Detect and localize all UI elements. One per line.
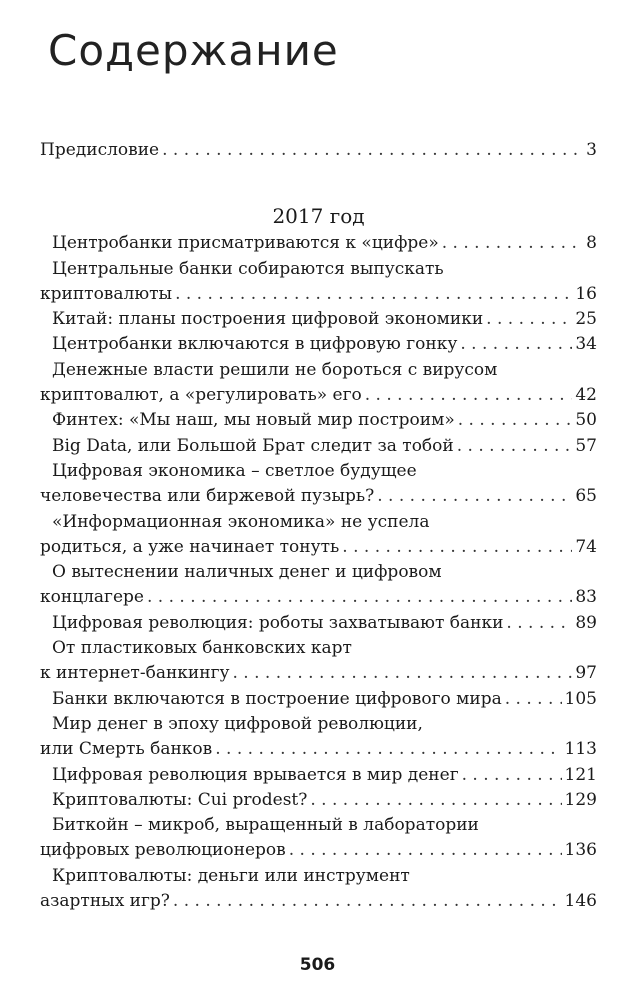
toc-entry-page: 136 [564,840,597,861]
toc-leader-dots [175,282,572,307]
toc-leader-dots [215,737,561,762]
toc-entry-page: 16 [575,283,597,304]
toc-entry-title: концлагере [40,587,144,608]
toc-leader-dots [442,231,583,256]
toc-entry-page: 3 [586,140,597,160]
toc-entry-page: 121 [564,764,597,785]
toc-entry-title: цифровых революционеров [40,840,286,861]
toc-entry-line [40,459,597,484]
toc-entry-title: азартных игр? [40,891,170,912]
toc-entries [40,231,597,914]
toc-entry-title: или Смерть банков [40,739,213,760]
toc-entry-title: криптовалют, а «регулировать» его [40,385,362,406]
toc-entry-line [40,838,597,863]
toc-entry-title: Финтех: «Мы наш, мы новый мир построим» [52,410,455,431]
toc-entry-title: Big Data, или Большой Брат следит за тобой [52,435,454,456]
toc-leader-dots [310,788,561,813]
toc-entry-line [40,383,597,408]
toc-entry-line [40,307,597,332]
toc-entry-page: 57 [575,435,597,456]
toc-entry-title: Банки включаются в построение цифрового мира [52,688,502,709]
toc-entry-page: 25 [575,309,597,330]
toc-entry-line [40,231,597,256]
toc-entry-title: родиться, а уже начинает тонуть [40,536,340,557]
toc-leader-dots [232,661,572,686]
toc-entry-line [40,712,597,737]
toc-entry-title: к интернет-банкингу [40,663,230,684]
toc-leader-dots [457,434,573,459]
toc-entry-line [40,661,597,686]
toc-entry-line [40,257,597,282]
toc-leader-dots [147,585,572,610]
toc-entry-title: Цифровая революция: роботы захватывают банки [52,612,504,633]
toc-entry-page: 146 [564,891,597,912]
toc-entry-title: Криптовалюты: деньги или инструмент [52,865,410,886]
toc-entry-line [40,585,597,610]
page-number: 506 [299,955,336,975]
toc-entry-page: 42 [575,385,597,406]
toc-entry-line [40,737,597,762]
toc-entry-line [40,484,597,509]
toc-entry-title: Криптовалюты: Cui prodest? [52,789,308,810]
toc-entry-page: 34 [575,334,597,355]
toc-entry-page: 8 [586,233,597,254]
toc-entry-title: Денежные власти решили не бороться с вирусом [52,359,498,380]
toc-leader-dots [506,611,572,636]
toc-entry-line [40,813,597,838]
toc-entry-title: Центробанки включаются в цифровую гонку [52,334,458,355]
toc-entry-title: Биткойн – микроб, выращенный в лаборатории [52,815,479,836]
toc-entry-line [40,510,597,535]
toc-leader-dots [342,535,572,560]
toc-entry-title: Центробанки присматриваются к «цифре» [52,233,439,254]
toc-entry-page: 74 [575,536,597,557]
toc-entry-line [40,763,597,788]
toc-entry-line [40,560,597,585]
toc-entry-title: Цифровая революция врывается в мир денег [52,764,459,785]
toc-entry-page: 97 [575,663,597,684]
toc-leader-dots [458,408,573,433]
toc-leader-dots [377,484,572,509]
toc-entry-line [40,889,597,914]
toc-leader-dots [462,763,562,788]
toc-entry-title: От пластиковых банковских карт [52,638,352,659]
toc-entry-page: 105 [564,688,597,709]
toc-entry-line [40,864,597,889]
toc-entry-line [40,611,597,636]
toc-entry-line [40,282,597,307]
toc-entry-page: 89 [575,612,597,633]
toc-entry-page: 129 [564,789,597,810]
toc-entry-page: 83 [575,587,597,608]
toc-entry-line [40,687,597,712]
toc-entry-title: «Информационная экономика» не успела [52,511,430,532]
toc-leader-dots [289,838,562,863]
toc-entry-page: 50 [575,410,597,431]
toc-entry-title: Мир денег в эпоху цифровой революции, [52,713,423,734]
toc-entry-line [40,788,597,813]
toc-entry-page: 65 [575,486,597,507]
toc-entry-page: 113 [564,739,597,760]
toc-entry-line [40,636,597,661]
toc-entry-line [40,332,597,357]
toc-leader-dots [365,383,573,408]
page-title: Содержание [48,26,339,75]
toc-entry-title: человечества или биржевой пузырь? [40,486,375,507]
toc-leader-dots [486,307,572,332]
toc-entry-line [40,408,597,433]
toc-entry-line [40,358,597,383]
toc-leader-dots [460,332,572,357]
toc-entry-title: криптовалюты [40,283,173,304]
toc-leader-dots [505,687,562,712]
toc-entry-title: Центральные банки собираются выпускать [52,258,444,279]
toc-entry-title: О вытеснении наличных денег и цифровом [52,562,442,583]
toc-entry-title: Предисловие [40,140,160,160]
toc-leader-dots [173,889,562,914]
toc-entry-title: Китай: планы построения цифровой экономики [52,309,484,330]
toc-leader-dots [162,138,583,163]
toc-entry-title: Цифровая экономика – светлое будущее [52,460,417,481]
toc-entry-preface [40,138,597,163]
section-heading: 2017 год [272,204,365,229]
toc-entry-line [40,434,597,459]
table-of-contents [40,138,597,914]
toc-entry-line [40,535,597,560]
